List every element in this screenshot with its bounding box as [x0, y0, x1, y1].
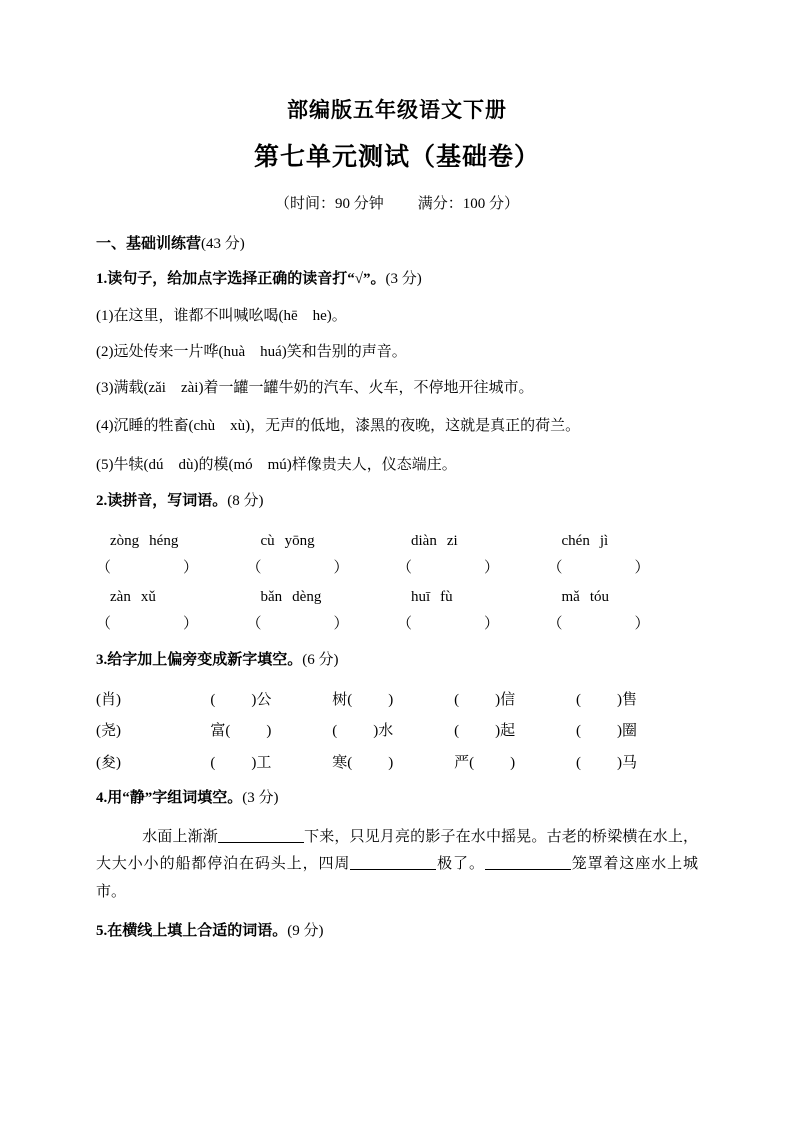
pinyin-syllable: tóu [589, 588, 609, 605]
question-2-text: 读拼音，写词语。 [107, 493, 228, 510]
blank-paren: ( ) [576, 723, 623, 740]
passage-part-2: 下来，只见月亮的影子在水中摇晃。古老的桥梁横在水上，大大小小的船都停泊在码头上，四周 [96, 828, 698, 873]
pinyin-cell-2-3 [397, 586, 548, 609]
question-4-passage [96, 811, 698, 907]
radical-answer-1-1[interactable] [210, 689, 332, 712]
paren-open: （ [397, 616, 413, 633]
question-5-text: 在横线上填上合适的词语。 [107, 922, 288, 939]
radical-answer-2-4[interactable] [576, 720, 698, 743]
radical-row-3 [96, 743, 698, 775]
post-char: 圈 [622, 723, 638, 740]
section-one-score: (43 分) [201, 235, 245, 252]
question-2-prompt [96, 477, 698, 513]
blank-paren: ( ) [454, 691, 501, 708]
pre-char: 富 [210, 723, 226, 740]
answer-box[interactable] [247, 613, 398, 636]
question-1-text: 读句子，给加点字选择正确的读音打“√”。 [107, 271, 386, 288]
paren-open: （ [547, 616, 563, 633]
paren-close: ） [484, 616, 500, 633]
answer-box[interactable] [397, 557, 548, 580]
post-char: 信 [500, 691, 516, 708]
fill-blank-3[interactable] [485, 869, 571, 870]
answer-paren-row-1 [96, 552, 698, 580]
section-one-heading [96, 216, 698, 256]
page-title: 部编版五年级语文下册 [287, 98, 507, 122]
pinyin-syllable: zòng [110, 532, 140, 549]
fill-blank-2[interactable] [350, 869, 436, 870]
paren-open: （ [96, 616, 112, 633]
pinyin-syllable: yōng [284, 532, 315, 549]
exam-total-score: 满分：100 分） [417, 196, 520, 213]
radical-row-1 [96, 680, 698, 712]
pinyin-syllable: héng [149, 532, 179, 549]
answer-box[interactable] [548, 557, 699, 580]
radical-base-char: (尧) [96, 723, 121, 740]
pinyin-syllable: zi [446, 532, 458, 549]
pinyin-cell-1-2 [247, 530, 398, 553]
paren-close: ） [183, 560, 199, 577]
paren-close: ） [634, 616, 650, 633]
blank-paren: ( ) [225, 723, 272, 740]
passage-part-3: 极了。 [436, 856, 485, 873]
blank-paren: ( ) [469, 754, 516, 771]
radical-answer-1-2[interactable] [332, 689, 454, 712]
answer-box[interactable] [96, 557, 247, 580]
post-char: 售 [622, 691, 638, 708]
question-1-item-4: (4)沉睡的牲畜(chù xù)，无声的低地，漆黑的夜晚，这就是真正的荷兰。 [96, 418, 581, 435]
pinyin-cell-2-2 [247, 586, 398, 609]
post-char: 起 [500, 723, 516, 740]
blank-paren: ( ) [576, 691, 623, 708]
question-2-score: (8 分) [227, 493, 264, 510]
radical-answer-3-4[interactable] [576, 752, 698, 775]
passage-part-4: 笼罩着这座水上城市。 [96, 856, 698, 901]
radical-answer-2-3[interactable] [454, 720, 576, 743]
radical-base-char: (夋) [96, 754, 121, 771]
question-1-item-2: (2)远处传来一片哗(huà huá)笑和告别的声音。 [96, 343, 407, 360]
question-3-text: 给字加上偏旁变成新字填空。 [107, 651, 303, 668]
pinyin-syllable: mǎ [561, 588, 580, 605]
radical-row-2 [96, 711, 698, 743]
radical-answer-2-1[interactable] [210, 720, 332, 743]
paren-open: （ [547, 560, 563, 577]
pinyin-syllable: huī [411, 588, 431, 605]
pinyin-syllable: chén [561, 532, 590, 549]
pinyin-cell-1-1 [96, 530, 247, 553]
fill-blank-1[interactable] [218, 842, 304, 843]
answer-box[interactable] [96, 613, 247, 636]
pinyin-syllable: fù [440, 588, 453, 605]
radical-base-char: (肖) [96, 691, 121, 708]
question-1-number: 1. [96, 271, 108, 288]
question-1-item-1: (1)在这里，谁都不叫喊吆喝(hē he)。 [96, 307, 347, 324]
pinyin-syllable: dèng [292, 588, 322, 605]
section-one-label: 一、基础训练营 [96, 235, 202, 252]
paren-open: （ [96, 560, 112, 577]
post-char: 马 [622, 754, 638, 771]
radical-answer-3-1[interactable] [210, 752, 332, 775]
pinyin-row-2 [96, 580, 698, 609]
question-4-text: 用“静”字组词填空。 [107, 790, 243, 807]
question-1-item-3: (3)满载(zǎi zài)着一罐一罐牛奶的汽车、火车，不停地开往城市。 [96, 380, 534, 397]
pinyin-syllable: diàn [411, 532, 437, 549]
pinyin-cell-2-1 [96, 586, 247, 609]
blank-paren: ( ) [454, 723, 501, 740]
post-char: 水 [378, 723, 394, 740]
question-2-number: 2. [96, 493, 108, 510]
answer-paren-row-2 [96, 608, 698, 636]
paren-close: ） [634, 560, 650, 577]
radical-answer-1-3[interactable] [454, 689, 576, 712]
pinyin-cell-2-4 [548, 586, 699, 609]
pre-char: 严 [454, 754, 470, 771]
paren-close: ） [484, 560, 500, 577]
exam-time: （时间：90 分钟 [274, 196, 384, 213]
question-3-score: (6 分) [302, 651, 339, 668]
paren-open: （ [246, 616, 262, 633]
pre-char: 寒 [332, 754, 348, 771]
question-3-prompt [96, 636, 698, 672]
page-subtitle: 第七单元测试（基础卷） [253, 144, 540, 172]
pinyin-syllable: zàn [110, 588, 131, 605]
radical-answer-1-4[interactable] [576, 689, 698, 712]
question-4-score: (3 分) [242, 790, 279, 807]
question-4-number: 4. [96, 790, 108, 807]
blank-paren: ( ) [576, 754, 623, 771]
radical-answer-3-3[interactable] [454, 752, 576, 775]
question-1-item-5: (5)牛犊(dú dù)的模(mó mú)样像贵夫人，仪态端庄。 [96, 457, 457, 474]
pinyin-syllable: bǎn [260, 588, 283, 605]
blank-paren: ( ) [347, 754, 394, 771]
blank-paren: ( ) [210, 691, 257, 708]
pinyin-row-1 [96, 524, 698, 553]
question-2-answer-grid [96, 514, 698, 636]
paren-open: （ [397, 560, 413, 577]
question-5-number: 5. [96, 922, 108, 939]
blank-paren: ( ) [332, 723, 379, 740]
passage-part-1: 水面上渐渐 [142, 828, 218, 845]
pinyin-syllable: xǔ [140, 588, 156, 605]
paren-open: （ [246, 560, 262, 577]
pinyin-syllable: jì [599, 532, 609, 549]
question-1-prompt [96, 255, 698, 291]
pinyin-cell-1-4 [548, 530, 699, 553]
answer-box[interactable] [247, 557, 398, 580]
radical-answer-3-2[interactable] [332, 752, 454, 775]
question-3-answer-grid [96, 672, 698, 775]
pre-char: 树 [332, 691, 348, 708]
question-5-score: (9 分) [287, 922, 324, 939]
post-char: 工 [256, 754, 272, 771]
blank-paren: ( ) [210, 754, 257, 771]
paren-close: ） [333, 616, 349, 633]
paren-close: ） [183, 616, 199, 633]
question-3-number: 3. [96, 651, 108, 668]
radical-answer-2-2[interactable] [332, 720, 454, 743]
answer-box[interactable] [548, 613, 699, 636]
blank-paren: ( ) [347, 691, 394, 708]
pinyin-cell-1-3 [397, 530, 548, 553]
post-char: 公 [256, 691, 272, 708]
paren-close: ） [333, 560, 349, 577]
question-5-prompt [96, 907, 698, 943]
exam-meta [96, 175, 698, 216]
answer-box[interactable] [397, 613, 548, 636]
pinyin-syllable: cù [260, 532, 275, 549]
question-1-score: (3 分) [385, 271, 422, 288]
question-4-prompt [96, 774, 698, 810]
